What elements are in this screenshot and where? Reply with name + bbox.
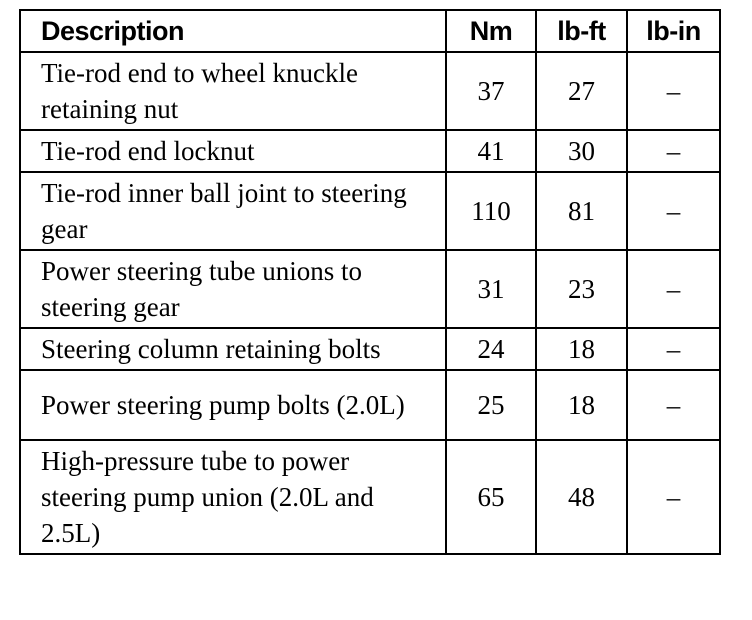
row-description: Steering column retaining bolts	[20, 328, 446, 370]
table-row	[20, 250, 720, 328]
row-nm: 110	[446, 172, 536, 250]
table-row	[20, 370, 720, 440]
row-lb-in: –	[627, 172, 720, 250]
row-lb-in: –	[627, 52, 720, 130]
torque-spec-table	[19, 9, 721, 555]
row-description: Tie-rod end locknut	[20, 130, 446, 172]
row-description: Power steering pump bolts (2.0L)	[20, 370, 446, 440]
table-row	[20, 328, 720, 370]
row-description: Tie-rod inner ball joint to steering gear	[20, 172, 446, 250]
table-body	[20, 52, 720, 554]
header-description: Description	[20, 10, 446, 52]
row-description: High-pressure tube to power steering pump union (2.0L and 2.5L)	[20, 440, 446, 554]
row-lb-ft: 30	[536, 130, 627, 172]
table-row	[20, 172, 720, 250]
row-nm: 24	[446, 328, 536, 370]
row-lb-in: –	[627, 250, 720, 328]
row-lb-ft: 27	[536, 52, 627, 130]
table-row	[20, 52, 720, 130]
table-row	[20, 130, 720, 172]
row-nm: 25	[446, 370, 536, 440]
row-lb-ft: 48	[536, 440, 627, 554]
row-nm: 31	[446, 250, 536, 328]
header-lb-ft: lb-ft	[536, 10, 627, 52]
row-lb-in: –	[627, 328, 720, 370]
row-nm: 65	[446, 440, 536, 554]
row-lb-ft: 18	[536, 328, 627, 370]
row-nm: 37	[446, 52, 536, 130]
row-lb-in: –	[627, 440, 720, 554]
row-description: Tie-rod end to wheel knuckle retaining nut	[20, 52, 446, 130]
row-lb-ft: 81	[536, 172, 627, 250]
header-nm: Nm	[446, 10, 536, 52]
row-nm: 41	[446, 130, 536, 172]
row-lb-in: –	[627, 370, 720, 440]
row-lb-ft: 23	[536, 250, 627, 328]
table-row	[20, 440, 720, 554]
table-header	[20, 10, 720, 52]
row-lb-ft: 18	[536, 370, 627, 440]
header-lb-in: lb-in	[627, 10, 720, 52]
header-row	[20, 10, 720, 52]
row-description: Power steering tube unions to steering gear	[20, 250, 446, 328]
row-lb-in: –	[627, 130, 720, 172]
